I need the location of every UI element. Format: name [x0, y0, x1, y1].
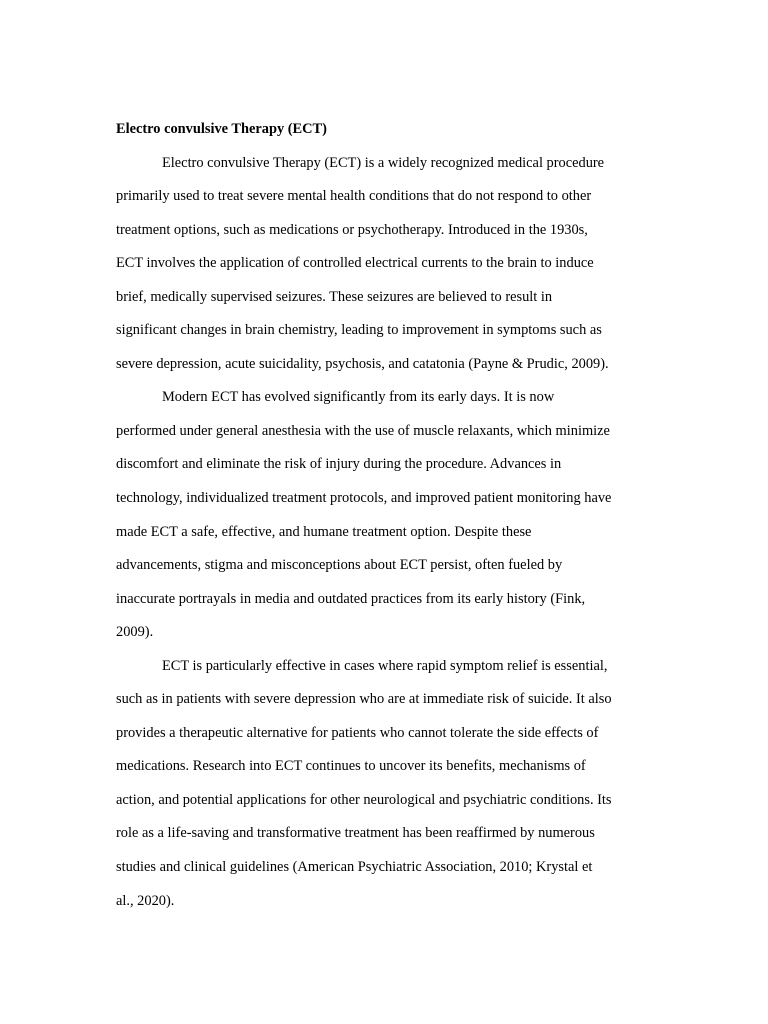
paragraph-line: action, and potential applications for other neurological and psychiatric conditions. Its	[116, 791, 612, 808]
document-body	[116, 113, 656, 918]
paragraph-line: al., 2020).	[116, 892, 175, 909]
paragraph-line: Electro convulsive Therapy (ECT) is a widely recognized medical procedure	[162, 154, 605, 171]
paragraph-line: technology, individualized treatment protocols, and improved patient monitoring have	[116, 489, 612, 506]
paragraph-line: made ECT a safe, effective, and humane treatment option. Despite these	[116, 523, 532, 540]
paragraph-line: inaccurate portrayals in media and outdated practices from its early history (Fink,	[116, 590, 586, 607]
paragraph-line: treatment options, such as medications or psychotherapy. Introduced in the 1930s,	[116, 221, 588, 238]
paragraph-line: role as a life-saving and transformative treatment has been reaffirmed by numerous	[116, 825, 595, 842]
document-heading: Electro convulsive Therapy (ECT)	[116, 121, 327, 137]
paragraph-line: brief, medically supervised seizures. These seizures are believed to result in	[116, 288, 553, 305]
paragraph-line: medications. Research into ECT continues to uncover its benefits, mechanisms of	[116, 758, 586, 775]
paragraph-3	[116, 650, 656, 918]
paragraph-line: performed under general anesthesia with the use of muscle relaxants, which minimize	[116, 422, 610, 439]
paragraph-line: provides a therapeutic alternative for patients who cannot tolerate the side effects of	[116, 724, 599, 741]
paragraph-line: primarily used to treat severe mental health conditions that do not respond to other	[116, 188, 592, 205]
paragraph-line: studies and clinical guidelines (American Psychiatric Association, 2010; Krystal et	[116, 858, 593, 875]
paragraph-line: ECT involves the application of controlled electrical currents to the brain to induce	[116, 255, 594, 272]
paragraph-2	[116, 381, 656, 649]
paragraph-line: ECT is particularly effective in cases where rapid symptom relief is essential,	[162, 657, 608, 674]
paragraph-line: discomfort and eliminate the risk of injury during the procedure. Advances in	[116, 456, 562, 473]
paragraph-line: significant changes in brain chemistry, leading to improvement in symptoms such as	[116, 322, 602, 339]
paragraph-1	[116, 147, 656, 382]
paragraph-line: severe depression, acute suicidality, psychosis, and catatonia (Payne & Prudic, 2009).	[116, 355, 609, 372]
paragraph-line: such as in patients with severe depression who are at immediate risk of suicide. It also	[116, 691, 612, 708]
paragraph-line: Modern ECT has evolved significantly from its early days. It is now	[162, 389, 555, 406]
paragraph-line: advancements, stigma and misconceptions about ECT persist, often fueled by	[116, 557, 563, 574]
paragraph-line: 2009).	[116, 624, 154, 641]
